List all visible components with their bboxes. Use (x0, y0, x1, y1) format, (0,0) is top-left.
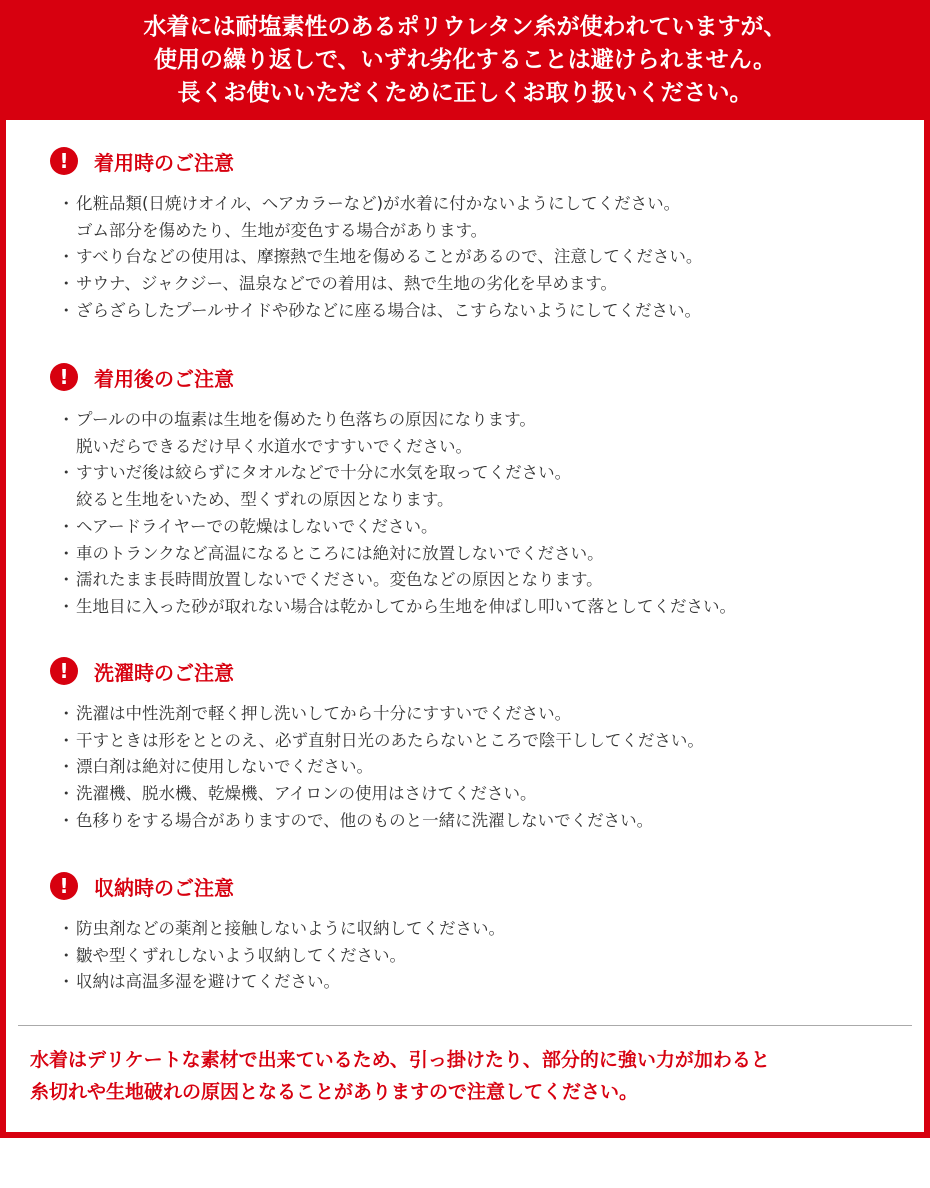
caution-list (50, 407, 910, 621)
item-continuation: 絞ると生地をいため、型くずれの原因となります。 (76, 490, 454, 510)
item-text: ざらざらしたプールサイドや砂などに座る場合は、こすらないようにしてください。 (76, 300, 702, 320)
bullet: ・ (58, 704, 75, 723)
section-after-wearing (50, 363, 910, 621)
section-washing (50, 657, 910, 835)
section-title: 洗濯時のご注意 (94, 660, 234, 685)
list-item (58, 298, 910, 325)
list-item (58, 407, 910, 460)
bullet: ・ (58, 570, 75, 590)
section-heading (50, 872, 910, 900)
item-text: 干すときは形をととのえ、必ず直射日光のあたらないところで陰干ししてください。 (76, 730, 704, 750)
item-continuation: 脱いだらできるだけ早く水道水ですすいでください。 (76, 436, 472, 456)
bullet: ・ (58, 730, 75, 750)
item-text: 濡れたまま長時間放置しないでください。変色などの原因となります。 (76, 570, 603, 590)
item-text: 防虫剤などの薬剤と接触しないように収納してください。 (76, 919, 505, 938)
bullet: ・ (58, 757, 75, 777)
bullet: ・ (58, 274, 75, 294)
list-item (58, 808, 910, 835)
section-title: 着用後のご注意 (94, 366, 234, 391)
section-heading (50, 147, 910, 175)
bullet: ・ (58, 194, 75, 213)
footer-line: 水着はデリケートな素材で出来ているため、引っ掛けたり、部分的に強い力が加わると (30, 1049, 770, 1071)
list-item (58, 271, 910, 298)
item-text: すすいだ後は絞らずにタオルなどで十分に水気を取ってください。 (76, 463, 572, 483)
section-wearing (50, 147, 910, 325)
item-text: 洗濯は中性洗剤で軽く押し洗いしてから十分にすすいでください。 (76, 704, 572, 723)
bullet: ・ (58, 543, 75, 563)
header-line: 使用の繰り返しで、いずれ劣化することは避けられません。 (154, 47, 776, 73)
caution-list (50, 916, 910, 996)
item-text: サウナ、ジャクジー、温泉などでの着用は、熱で生地の劣化を早めます。 (76, 274, 618, 294)
list-item (58, 460, 910, 513)
bullet: ・ (58, 945, 75, 965)
bullet: ・ (58, 784, 75, 804)
item-text: 車のトランクなど高温になるところには絶対に放置しないでください。 (76, 543, 604, 563)
bullet: ・ (58, 247, 75, 267)
caution-list (50, 191, 910, 325)
item-text: 皺や型くずれしないよう収納してください。 (76, 945, 406, 965)
divider (18, 1025, 912, 1026)
section-title: 収納時のご注意 (94, 875, 234, 900)
item-text: 化粧品類(日焼けオイル、ヘアカラーなど)が水着に付かないようにしてください。 (76, 194, 681, 213)
list-item (58, 969, 910, 996)
bullet: ・ (58, 516, 75, 536)
exclamation-icon: ! (50, 657, 78, 685)
section-title: 着用時のご注意 (94, 150, 234, 175)
item-text: 生地目に入った砂が取れない場合は乾かしてから生地を伸ばし叩いて落としてください。 (76, 596, 736, 616)
section-heading (50, 657, 910, 685)
exclamation-icon: ! (50, 147, 78, 175)
item-text: ヘアードライヤーでの乾燥はしないでください。 (76, 516, 438, 536)
item-text: プールの中の塩素は生地を傷めたり色落ちの原因になります。 (76, 410, 536, 429)
header-line: 長くお使いいただくために正しくお取り扱いください。 (177, 80, 753, 106)
list-item (58, 781, 910, 808)
list-item (58, 244, 910, 271)
item-text: 色移りをする場合がありますので、他のものと一緒に洗濯しないでください。 (76, 810, 654, 830)
bullet: ・ (58, 810, 75, 830)
bullet: ・ (58, 972, 75, 992)
item-text: すべり台などの使用は、摩擦熱で生地を傷めることがあるので、注意してください。 (76, 247, 703, 267)
list-item (58, 728, 910, 755)
bullet: ・ (58, 300, 75, 320)
list-item (58, 567, 910, 594)
item-text: 漂白剤は絶対に使用しないでください。 (76, 757, 373, 777)
list-item (58, 916, 910, 943)
header-banner (0, 0, 930, 120)
bullet: ・ (58, 410, 75, 429)
list-item (58, 594, 910, 621)
item-text: 洗濯機、脱水機、乾燥機、アイロンの使用はさけてください。 (76, 784, 537, 804)
section-storage (50, 872, 910, 996)
list-item (58, 191, 910, 244)
exclamation-icon: ! (50, 363, 78, 391)
section-heading (50, 363, 910, 391)
item-continuation: ゴム部分を傷めたり、生地が変色する場合があります。 (76, 220, 488, 240)
caution-list (50, 701, 910, 835)
list-item (58, 514, 910, 541)
header-line: 水着には耐塩素性のあるポリウレタン糸が使われていますが、 (143, 14, 787, 40)
item-text: 収納は高温多湿を避けてください。 (76, 972, 340, 992)
footer-line: 糸切れや生地破れの原因となることがありますので注意してください。 (30, 1081, 639, 1103)
list-item (58, 754, 910, 781)
bullet: ・ (58, 596, 75, 616)
list-item (58, 701, 910, 728)
bullet: ・ (58, 463, 75, 483)
exclamation-icon: ! (50, 872, 78, 900)
list-item (58, 541, 910, 568)
bullet: ・ (58, 919, 75, 938)
list-item (58, 943, 910, 970)
footer-warning (30, 1044, 910, 1108)
